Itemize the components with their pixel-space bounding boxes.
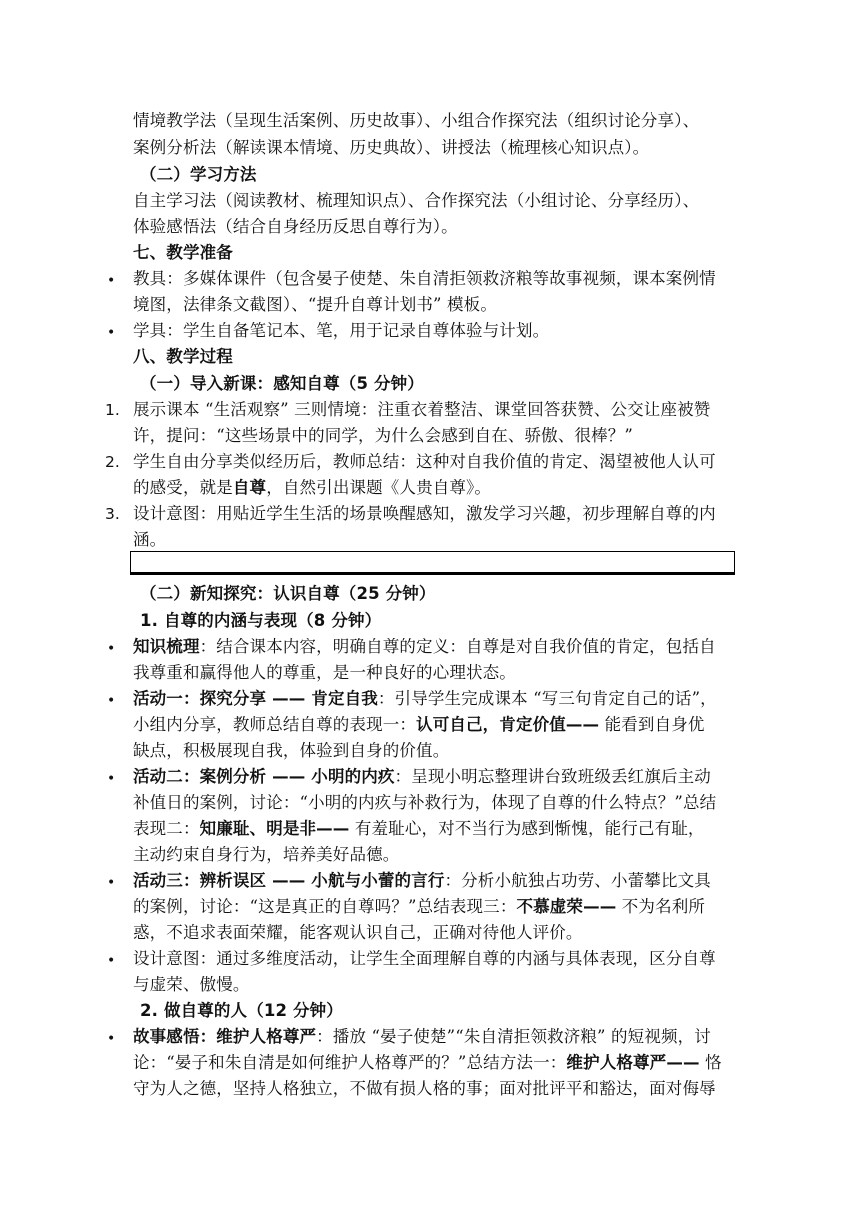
text-span: 能看到自身优	[599, 715, 705, 734]
heading-text: 八、教学过程	[133, 347, 233, 366]
text-line: 设计意图：通过多维度活动，让学生全面理解自尊的内涵与具体表现，区分自尊	[133, 949, 716, 968]
text-line: 学具：学生自备笔记本、笔，用于记录自尊体验与计划。	[133, 321, 550, 340]
bold-term: 活动三：辨析误区 —— 小航与小蕾的言行	[133, 871, 445, 890]
text-line	[133, 766, 711, 788]
text-line: 情境教学法（呈现生活案例、历史故事）、小组合作探究法（组织讨论分享）、	[133, 111, 700, 130]
subsection-heading	[140, 1000, 343, 1022]
text-span: ：结合课本内容，明确自尊的定义：自尊是对自我价值的肯定，包括自	[199, 637, 716, 656]
text-span: 有羞耻心，对不当行为感到惭愧，能行己有耻，	[349, 819, 705, 838]
list-number: 3.	[105, 505, 120, 523]
text-line: 设计意图：用贴近学生生活的场景唤醒感知，激发学习兴趣，初步理解自尊的内	[133, 504, 716, 523]
text-line	[133, 714, 705, 736]
bold-term: 知廉耻、明是非——	[199, 819, 350, 838]
subsection-heading	[140, 583, 436, 605]
section-heading	[133, 346, 233, 368]
section-heading	[133, 242, 233, 264]
heading-text: （二）新知探究：认识自尊（25 分钟）	[140, 584, 436, 603]
text-line	[133, 818, 705, 840]
text-span: ：呈现小明忘整理讲台致班级丢红旗后主动	[394, 767, 711, 786]
bullet-marker: •	[107, 875, 116, 891]
text-line: 许，提问：“这些场景中的同学，为什么会感到自在、骄傲、很棒？”	[133, 426, 634, 445]
bold-term: 知识梳理	[133, 637, 200, 656]
text-line	[133, 636, 716, 658]
text-line: 体验感悟法（结合自身经历反思自尊行为）。	[133, 217, 458, 236]
bullet-marker: •	[107, 641, 116, 657]
bold-term: 不慕虚荣——	[516, 897, 617, 916]
text-span: 小组内分享，教师总结自尊的表现一：	[133, 715, 417, 734]
text-span: 不为名利所	[616, 897, 706, 916]
text-line: 境图，法律条文截图）、“提升自尊计划书” 模板。	[133, 295, 497, 314]
list-number: 2.	[105, 453, 120, 471]
bold-term: 自尊	[232, 478, 267, 497]
text-span: ：引导学生完成课本 “写三句肯定自己的话”，	[377, 689, 717, 708]
text-line: 学生自由分享类似经历后，教师总结：这种对自我价值的肯定、渴望被他人认可	[133, 452, 716, 471]
bold-term: 故事感悟：维护人格尊严	[133, 1027, 317, 1046]
bullet-marker: •	[107, 771, 116, 787]
text-line	[133, 896, 705, 918]
text-line: 惑，不追求表面荣耀，能客观认识自己，正确对待他人评价。	[133, 923, 583, 942]
text-span: 的案例，讨论：“这是真正的自尊吗？”总结表现三：	[133, 897, 517, 916]
text-line: 缺点，积极展现自我，体验到自身的价值。	[133, 741, 450, 760]
text-line: 与虚荣、傲慢。	[133, 975, 250, 994]
text-span: 表现二：	[133, 819, 200, 838]
list-number: 1.	[105, 401, 120, 419]
text-line: 案例分析法（解读课本情境、历史典故）、讲授法（梳理核心知识点）。	[133, 138, 650, 157]
bullet-marker: •	[107, 953, 116, 969]
section-heading	[140, 164, 257, 186]
bullet-marker: •	[107, 693, 116, 709]
bold-term: 活动一：探究分享 —— 肯定自我	[133, 689, 378, 708]
text-line: 涵。	[133, 530, 167, 549]
bold-term: 认可自己，肯定价值——	[416, 715, 600, 734]
text-span: 恪	[699, 1053, 722, 1072]
text-span: ，自然引出课题《人贵自尊》。	[266, 478, 492, 497]
bullet-marker: •	[107, 325, 116, 341]
text-line: 补值日的案例，讨论：“小明的内疚与补救行为，体现了自尊的什么特点？”总结	[133, 793, 717, 812]
subsection-heading	[140, 610, 381, 632]
heading-text: （一）导入新课：感知自尊（5 分钟）	[140, 374, 424, 393]
text-span: ：播放 “晏子使楚”“朱自清拒领救济粮” 的短视频，讨	[316, 1027, 711, 1046]
text-span: ：分析小航独占功劳、小蕾攀比文具	[444, 871, 711, 890]
heading-text: 2. 做自尊的人（12 分钟）	[140, 1001, 343, 1020]
text-line	[133, 870, 711, 892]
text-line: 展示课本 “生活观察” 三则情境：注重衣着整洁、课堂回答获赞、公交让座被赞	[133, 400, 711, 419]
text-span: 的感受，就是	[133, 478, 233, 497]
text-line: 自主学习法（阅读教材、梳理知识点）、合作探究法（小组讨论、分享经历）、	[133, 191, 700, 210]
text-line: 教具：多媒体课件（包含晏子使楚、朱自清拒领救济粮等故事视频，课本案例情	[133, 269, 716, 288]
heading-text: 1. 自尊的内涵与表现（8 分钟）	[140, 611, 382, 630]
text-line	[133, 1026, 711, 1048]
subsection-heading	[140, 373, 424, 395]
text-line: 我尊重和赢得他人的尊重，是一种良好的心理状态。	[133, 663, 516, 682]
bullet-marker: •	[107, 273, 116, 289]
heading-text: （二）学习方法	[140, 165, 257, 184]
heading-text: 七、教学准备	[133, 243, 233, 262]
bold-term: 维护人格尊严——	[566, 1053, 700, 1072]
text-span: 论：“晏子和朱自清是如何维护人格尊严的？”总结方法一：	[133, 1053, 567, 1072]
text-line	[133, 1052, 722, 1074]
horizontal-divider-box	[130, 551, 735, 575]
bullet-marker: •	[107, 1031, 116, 1047]
text-line: 守为人之德，坚持人格独立，不做有损人格的事；面对批评平和豁达，面对侮辱	[133, 1079, 716, 1098]
text-line	[133, 688, 717, 710]
bold-term: 活动二：案例分析 —— 小明的内疚	[133, 767, 395, 786]
text-line	[133, 477, 491, 499]
text-line: 主动约束自身行为，培养美好品德。	[133, 845, 400, 864]
